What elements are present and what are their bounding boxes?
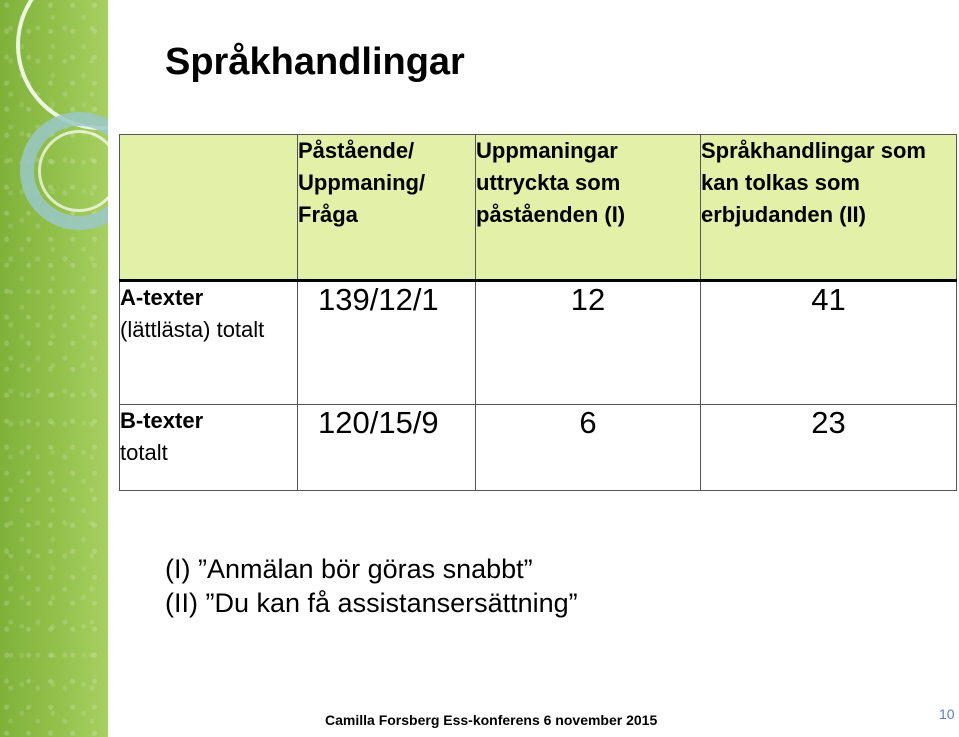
row-label-bold: A-texter — [120, 285, 204, 310]
data-table — [119, 134, 957, 491]
slide-title: Språkhandlingar — [165, 41, 465, 83]
row-label-rest: (lättlästa) totalt — [120, 317, 265, 342]
decorative-ring — [16, 0, 108, 130]
row-label — [120, 281, 298, 405]
footnote: (II) ”Du kan få assistansersättning” — [165, 588, 578, 618]
table-cell: 139/12/1 — [298, 281, 476, 405]
table-cell: 23 — [701, 405, 957, 491]
slide-number: 10 — [939, 706, 955, 722]
table-cell: 6 — [476, 405, 701, 491]
decorative-side-strip — [0, 0, 108, 737]
footnote: (I) ”Anmälan bör göras snabbt” — [165, 554, 533, 584]
table-cell: 120/15/9 — [298, 405, 476, 491]
footnotes — [165, 552, 578, 620]
table-cell: 41 — [701, 281, 957, 405]
table-header-row — [120, 135, 957, 281]
table-corner-cell — [120, 135, 298, 281]
column-header: Språkhandlingar som kan tolkas som erbjudanden (II) — [701, 135, 957, 281]
table-row — [120, 281, 957, 405]
column-header: Uppmaningar uttryckta som påståenden (I) — [476, 135, 701, 281]
column-header: Påstående/ Uppmaning/ Fråga — [298, 135, 476, 281]
table-row — [120, 405, 957, 491]
row-label-rest: totalt — [120, 440, 168, 465]
table-cell: 12 — [476, 281, 701, 405]
row-label-bold: B-texter — [120, 408, 204, 433]
row-label — [120, 405, 298, 491]
slide-footer: Camilla Forsberg Ess-konferens 6 november 2015 — [325, 712, 658, 728]
